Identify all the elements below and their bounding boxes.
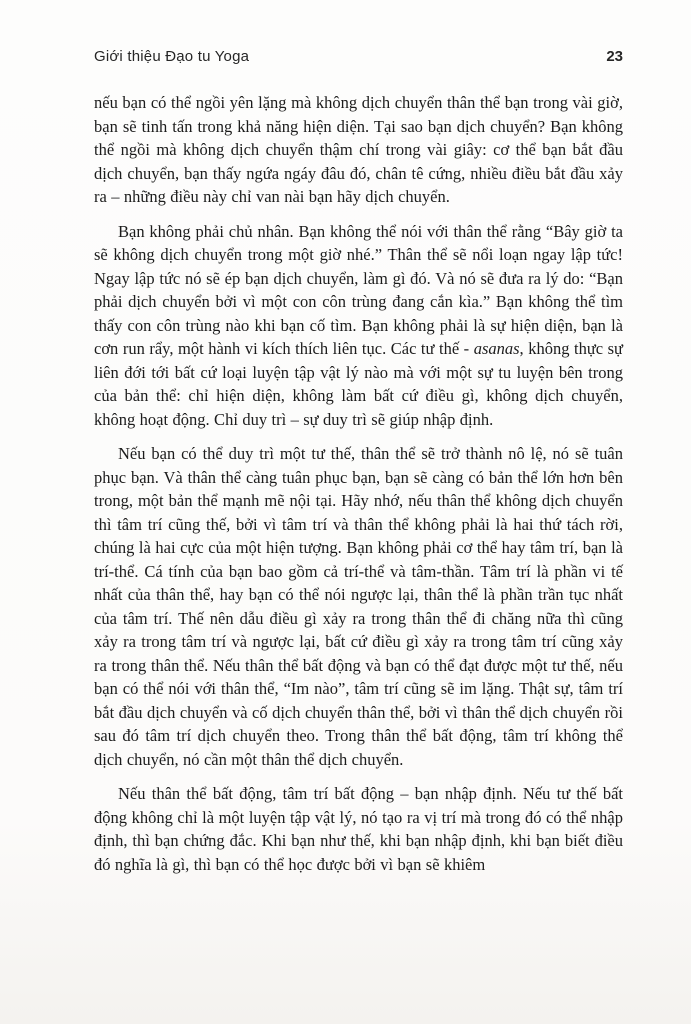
text-segment: nếu bạn có thể ngồi yên lặng mà không dịch chuyển thân thể bạn trong vài giờ, bạn sẽ tinh tấn trong khả năng hiện diện. Tại sao bạn dịch chuyển? Bạn không thể ngồi mà không dịch chuyển thậm chí trong vài giây: cơ thể bạn bắt đầu dịch chuyển, bạn thấy ngứa ngáy đâu đó, chân tê cứng, nhiều điều bắt đầu xảy ra – những điều này chỉ van nài bạn hãy dịch chuyển.: [94, 93, 623, 206]
running-header-title: Giới thiệu Đạo tu Yoga: [94, 48, 250, 65]
running-header: [94, 48, 623, 65]
text-segment: Bạn không phải chủ nhân. Bạn không thể nói với thân thể rằng “Bây giờ ta sẽ không dịch chuyển trong một giờ nhé.” Thân thể sẽ nổi loạn ngay lập tức! Ngay lập tức nó sẽ ép bạn dịch chuyển, làm gì đó. Và nó sẽ đưa ra lý do: “Bạn phải dịch chuyển bởi vì một con côn trùng đang cắn kìa.” Bạn không thể tìm thấy con côn trùng nào khi bạn cố tìm. Bạn không phải là sự hiện diện, bạn là cơn run rẩy, một hành vi kích thích liên tục. Các tư thế -: [94, 221, 623, 358]
text-segment: , không thực sự liên đới tới bất cứ loại luyện tập vật lý nào mà với một sự tu luyện bên trong của bản thể: chỉ hiện diện, không làm bất cứ điều gì, không dịch chuyển, không hoạt động. Chỉ duy trì – sự duy trì sẽ giúp nhập định.: [94, 339, 623, 429]
italic-term: asanas: [473, 339, 520, 358]
page-number: 23: [606, 48, 623, 65]
paragraph: [94, 220, 623, 432]
paragraph: [94, 782, 623, 876]
paragraph: [94, 442, 623, 771]
text-segment: Nếu bạn có thể duy trì một tư thế, thân thể sẽ trở thành nô lệ, nó sẽ tuân phục bạn. Và thân thể càng tuân phục bạn, bạn sẽ càng có bản thể lớn hơn bên trong, một bản thể mạnh mẽ nội tại. Hãy nhớ, nếu thân thể không dịch chuyển thì tâm trí cũng thế, bởi vì tâm trí và thân thể không phải là hai thứ tách rời, chúng là hai cực của một hiện tượng. Bạn không phải cơ thể hay tâm trí, bạn là trí-thể. Cá tính của bạn bao gồm cả trí-thể và tâm-thần. Tâm trí là phần vi tế nhất của thân thể, hay bạn có thể nói ngược lại, thân thể là phần trần tục nhất của tâm trí. Thế nên dẫu điều gì xảy ra trong thân thể đi chăng nữa thì cũng xảy ra trong tâm trí và ngược lại, bất cứ điều gì xảy ra trong tâm trí cũng xảy ra trong thân thể. Nếu thân thể bất động và bạn có thể đạt được một tư thế, nếu bạn có thể nói với thân thể, “Im nào”, tâm trí cũng sẽ im lặng. Thật sự, tâm trí bắt đầu dịch chuyển và cố dịch chuyển thân thể, bởi vì thân thể dịch chuyển rồi sau đó tâm trí dịch chuyển theo. Trong thân thể bất động, tâm trí không thể dịch chuyển, nó cần một thân thể dịch chuyển.: [94, 444, 623, 769]
page-body: [94, 91, 623, 876]
text-segment: Nếu thân thể bất động, tâm trí bất động – bạn nhập định. Nếu tư thế bất động không chỉ là một luyện tập vật lý, nó tạo ra vị trí mà trong đó có thể nhập định, thì bạn chứng đắc. Khi bạn như thế, khi bạn nhập định, khi bạn biết điều đó nghĩa là gì, thì bạn có thể học được bởi vì bạn sẽ khiêm: [94, 784, 623, 874]
paragraph: [94, 91, 623, 209]
